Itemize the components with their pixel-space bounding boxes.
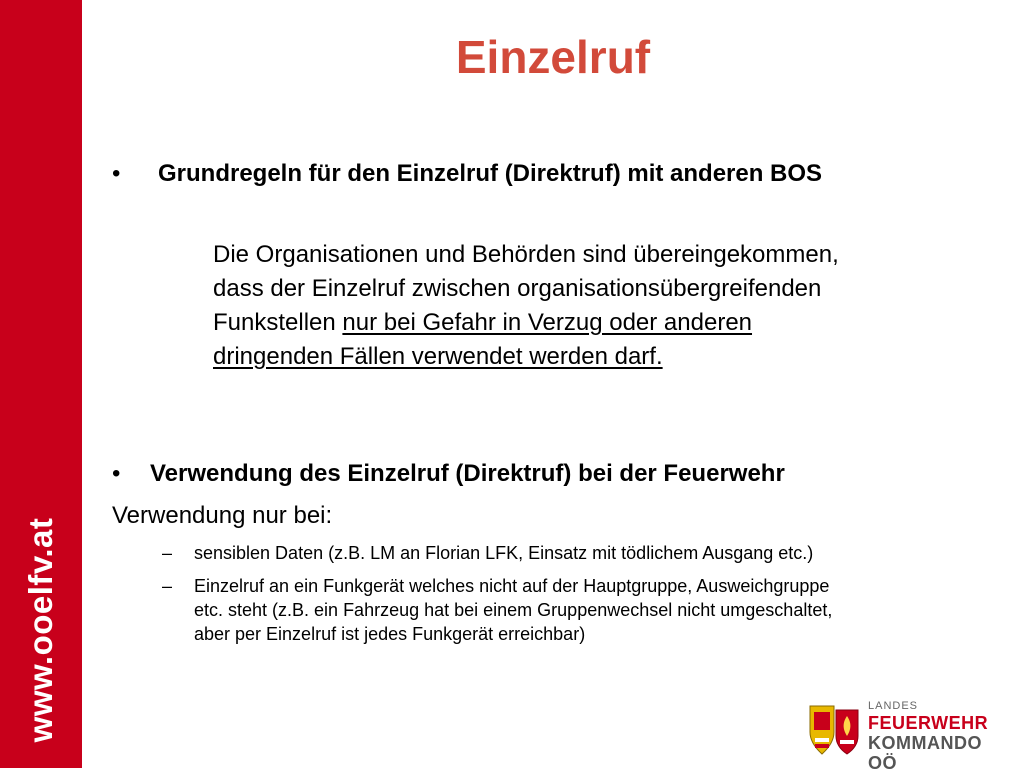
- website-url[interactable]: www.ooelfv.at: [22, 517, 59, 743]
- logo-text: [868, 700, 1016, 773]
- bullet-heading: Grundregeln für den Einzelruf (Direktruf) mit anderen BOS: [158, 160, 823, 187]
- sidebar-bar: [0, 0, 82, 768]
- paragraph-line: dass der Einzelruf zwischen organisationsübergreifenden: [213, 275, 822, 302]
- underlined-text: nur bei Gefahr in Verzug oder anderen: [342, 309, 753, 336]
- dash-marker: –: [162, 543, 173, 563]
- sub-item-line: etc. steht (z.B. ein Fahrzeug hat bei einem Gruppenwechsel nicht umgeschaltet,: [194, 600, 833, 620]
- sub-item-text: [194, 574, 832, 646]
- feuerwehr-logo: [806, 700, 1016, 773]
- coat-of-arms-icon: [806, 702, 862, 758]
- bullet-heading: Verwendung des Einzelruf (Direktruf) bei der Feuerwehr: [150, 460, 785, 487]
- usage-subheading: Verwendung nur bei:: [112, 502, 333, 529]
- paragraph-line: [213, 340, 993, 374]
- sub-item-line: Einzelruf an ein Funkgerät welches nicht auf der Hauptgruppe, Ausweichgruppe: [194, 576, 830, 596]
- logo-line-landes: LANDES: [868, 700, 919, 712]
- sub-item-text: [194, 541, 813, 565]
- paragraph-line: [213, 306, 993, 340]
- logo-line-feuerwehr: FEUERWEHR: [868, 713, 989, 733]
- bullet-marker: •: [112, 460, 121, 487]
- logo-line-kommando: KOMMANDO OÖ: [868, 733, 982, 773]
- paragraph-text: Funkstellen: [213, 309, 343, 336]
- rules-paragraph: [213, 238, 993, 374]
- slide-title: Einzelruf: [455, 31, 651, 83]
- paragraph-line: Die Organisationen und Behörden sind übereingekommen,: [213, 241, 839, 268]
- underlined-text: dringenden Fällen verwendet werden darf.: [213, 343, 663, 370]
- sub-item-line: aber per Einzelruf ist jedes Funkgerät erreichbar): [194, 624, 586, 644]
- bullet-marker: •: [112, 160, 121, 187]
- sub-item-line: sensiblen Daten (z.B. LM an Florian LFK, Einsatz mit tödlichem Ausgang etc.): [194, 543, 814, 563]
- dash-marker: –: [162, 576, 173, 596]
